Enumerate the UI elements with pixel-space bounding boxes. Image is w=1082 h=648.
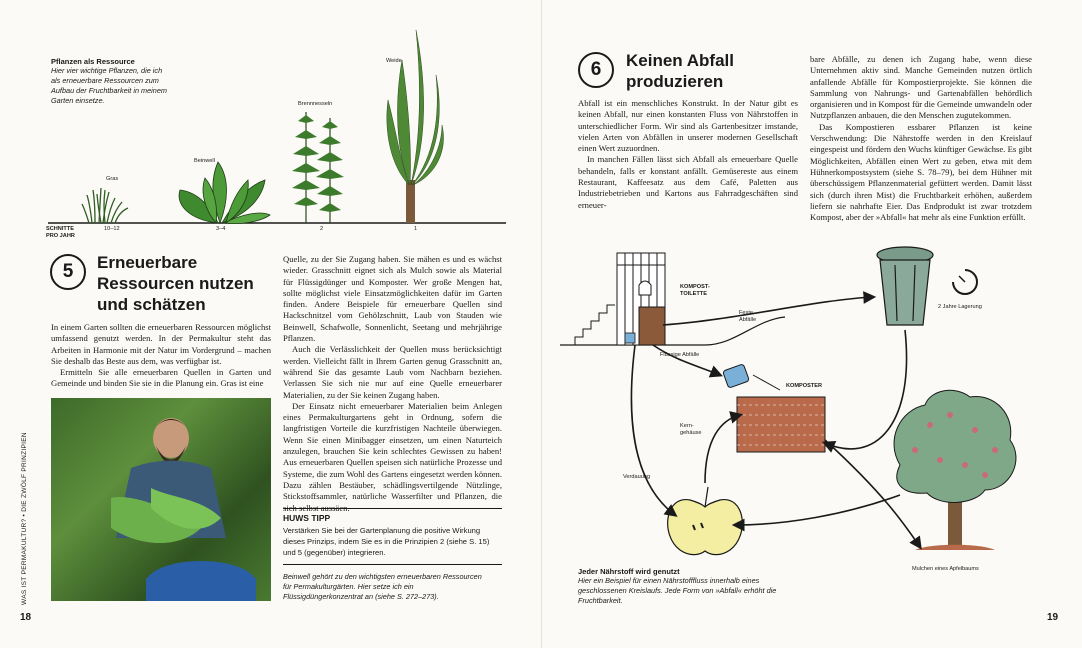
cuts-per-year-label: SCHNITTE PRO JAHR xyxy=(46,226,75,239)
apple-illustration xyxy=(668,487,743,555)
page-number-left: 18 xyxy=(20,612,32,623)
liquid-container xyxy=(625,333,635,343)
page-gutter xyxy=(541,0,542,648)
paragraph: In manchen Fällen lässt sich Abfall als erneuerbare Quelle behandeln, falls er konstant anfällt. Gemüsereste aus einem Restaurant, Kaffeesatz aus dem Café, Paletten aus Industriebetrieben und Kartons aus Fahrradgeschäften sind erneuer- xyxy=(578,154,798,210)
cuts-grass: 10–12 xyxy=(104,226,120,232)
page-number-right: 19 xyxy=(1047,612,1059,623)
cuts-comfrey: 3–4 xyxy=(216,226,226,232)
plants-illustration xyxy=(40,20,510,235)
cuts-nettles: 2 xyxy=(320,226,324,232)
watering-can-icon xyxy=(723,364,780,390)
label-storage: 2 Jahre Lagerung xyxy=(938,304,982,310)
label-compost-toilet: KOMPOST-TOILETTE xyxy=(680,284,710,297)
paragraph: Der Einsatz nicht erneuerbarer Materialien beim Anlegen eines Permakulturgartens geht in Ordnung, sofern die langfristigen Vorteile die kurzfristigen Nachteile überwiegen. Wenn Sie einen Minibagger einsetzen, um einen Naturteich anzulegen, brauchen Sie kein schlechtes Gewissen zu haben! Aus erneuerbaren Quellen speisen sich natürliche Prozesse und Systeme, die zum Wohl des Gartens eingesetzt werden können. Dazu zählen Bestäuber, schädlingsvertilgende Nützlinge, Stickstoffsammler, natürliche Wasserfilter und Pflanzen, die sich selbst aussäen. xyxy=(283,400,502,513)
photo-caption: Beinwell gehört zu den wichtigsten erneuerbaren Ressourcen für Permakulturgärten. Hier setze ich ein Flüssigdüngerkonzentrat an (siehe S. 272–273). xyxy=(283,572,482,601)
diagram-caption-title: Jeder Nährstoff wird genutzt xyxy=(578,567,680,576)
plant-label-grass: Gras xyxy=(106,176,119,182)
label-mulch: Mulchen eines Apfelbaums xyxy=(912,566,979,572)
apple-tree-illustration xyxy=(894,390,1016,550)
chapter-side-label: WAS IST PERMAKULTUR? • DIE ZWÖLF PRINZIPIEN xyxy=(21,432,28,605)
paragraph: Quelle, zu der Sie Zugang haben. Sie mähen es und es wächst wieder. Grasschnitt eignet sich als Mulch sowie als Material für Flüssigdünger und Komposter. Wer große Mengen hat, sollte möglichst viele Einsatzmöglichkeiten dafür im Garten finden. Andere Beispiele für erneuerbare Quellen sind Hackschnitzel vom Gehölzschnitt, Laub von Stauden wie Beinwell, Schafwolle, Sonnenlicht, Seetang und mehrjährige Pflanzen. xyxy=(283,254,502,344)
section-6-column-2 xyxy=(810,54,1032,223)
cuts-willow: 1 xyxy=(414,226,418,232)
diagram-caption xyxy=(578,567,778,606)
section-5-column-2 xyxy=(283,254,502,514)
label-liquid-waste: Flüssige Abfälle xyxy=(660,352,700,358)
plants-caption-title: Pflanzen als Ressource xyxy=(51,57,135,66)
comfrey-illustration xyxy=(179,162,270,224)
label-digestion: Verdauung xyxy=(623,474,651,480)
diagram-caption-body: Hier ein Beispiel für einen Nährstofffluss innerhalb eines geschlossenen Kreislaufs. Jede Form von »Abfall« erhöht die Fruchtbarkeit. xyxy=(578,576,777,605)
section-6-column-1 xyxy=(578,98,798,211)
section-number-6: 6 xyxy=(578,52,614,88)
paragraph: Abfall ist ein menschliches Konstrukt. In der Natur gibt es keinen Abfall, nur einen konstanten Fluss von Nährstoffen in unterschiedlicher Form. Wir sind als Gartenbesitzer imstande, vielen Arten von Abfällen in unserer modernen Gesellschaft einen Wert zuzuordnen. xyxy=(578,98,798,154)
tip-body: Verstärken Sie bei der Gartenplanung die positive Wirkung dieses Prinzips, indem Sie es in die Prinzipien 2 (siehe S. 15) und 5 (gegenüber) integrieren. xyxy=(283,526,490,557)
tip-box xyxy=(283,508,502,565)
plant-label-nettles: Brennnesseln xyxy=(298,101,333,107)
section-heading-6: Keinen Abfall produzieren xyxy=(626,51,734,91)
composter-illustration xyxy=(737,397,825,452)
plant-label-comfrey: Beinwell xyxy=(194,158,215,164)
paragraph: bare Abfälle, zu denen ich Zugang habe, wenn diese Unternehmen aktiv sind. Manche Gemeinden nutzen örtlich anfallende Abfälle für Kompostierprojekte. Sie können die Sammlung von Nahrungs- und Gartenabfällen behördlich organisieren und in Kompost für die Gemeinde umwandeln oder Nutzpflanzen anbauen, die den Menschen zugutekommen. xyxy=(810,54,1032,121)
nettle-illustration xyxy=(292,112,344,223)
compost-toilet-illustration xyxy=(617,253,665,345)
clock-icon xyxy=(953,270,977,294)
photo-illustration xyxy=(51,398,271,601)
paragraph: Ermitteln Sie alle erneuerbaren Quellen in Garten und Gemeinde und binden Sie sie in die Planung ein. Gras ist eine xyxy=(51,367,271,389)
paragraph: Auch die Verlässlichkeit der Quellen muss berücksichtigt werden. Vielleicht fällt in Ihrem Garten genug Grasschnitt an, während Sie das gesamte Laub vom Nachbarn beziehen. Verlassen Sie sich nie nur auf eine Quelle erneuerbarer Materialien, zu der Sie keinen Zugang haben. xyxy=(283,344,502,400)
label-solid-waste: Feste Abfälle xyxy=(739,310,757,323)
section-5-column-1 xyxy=(51,322,271,390)
paragraph: Das Kompostieren essbarer Pflanzen ist keine Verschwendung: Die Nährstoffe werden in den Kreislauf eingespeist und fördern den Wuchs künftiger Gewächse. Es gibt Möglichkeiten, Abfällen einen Wert zu geben, etwa mit dem Hühnerkompostsystem (siehe S. 78–79), bei dem Hühner mit überschüssigem Pflanzenmaterial gefüttert werden. Damit lässt sich (durch ihren Mist) die Fruchtbarkeit erhöhen, außerdem liefern sie nahrhafte Eier. Das Endprodukt ist zwar trotzdem Kompost, aber der »Abfall« hat mehr als eine Funktion erfüllt. xyxy=(810,121,1032,223)
tip-title: HUWS TIPP xyxy=(283,513,331,523)
plants-caption-body: Hier vier wichtige Pflanzen, die ich als erneuerbare Ressourcen zum Aufbau der Fruchtbarkeit in meinem Garten einsetze. xyxy=(51,66,167,105)
label-composter: KOMPOSTER xyxy=(786,383,823,389)
compost-bin-illustration xyxy=(877,247,933,325)
comfrey-photo xyxy=(51,398,271,601)
section-number-5: 5 xyxy=(50,254,86,290)
section-heading-5: Erneuerbare Ressourcen nutzen und schätzen xyxy=(97,253,254,314)
grass-illustration xyxy=(82,188,128,223)
steps xyxy=(575,305,615,345)
paragraph: In einem Garten sollten die erneuerbaren Ressourcen möglichst umfassend genutzt werden. In der Permakultur steht das Arbeiten in Harmonie mit der Natur im Vordergrund – machen Sie deshalb das Beste aus dem, was verfügbar ist. xyxy=(51,322,271,366)
plant-label-willow: Weide xyxy=(386,58,402,64)
nutrient-cycle-diagram xyxy=(555,225,1035,575)
label-core: Kern-gehäuse xyxy=(680,423,702,436)
